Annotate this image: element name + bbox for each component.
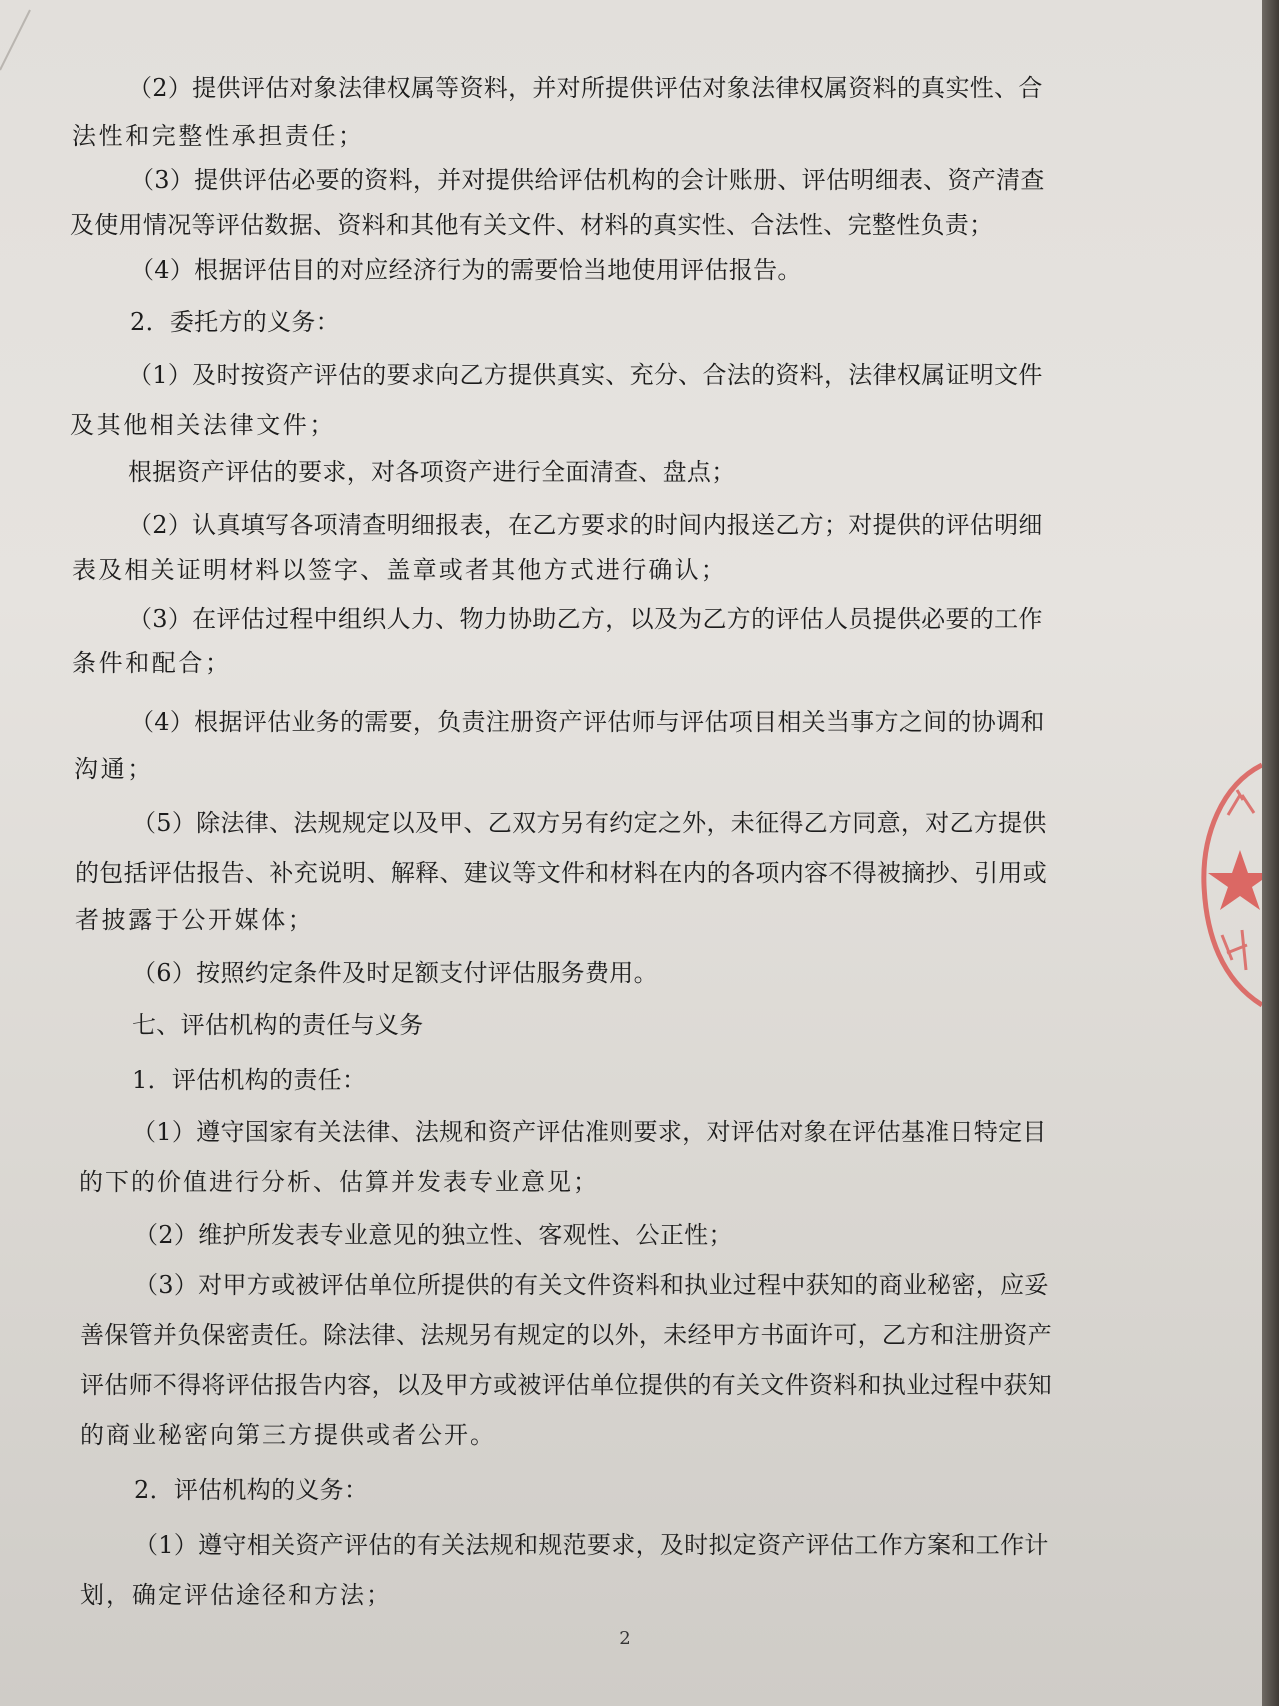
text-line-22: （1）遵守国家有关法律、法规和资产评估准则要求，对评估对象在评估基准日特定目 xyxy=(132,1118,1047,1146)
text-line-9: 根据资产评估的要求，对各项资产进行全面清查、盘点； xyxy=(128,458,736,486)
text-line-27: 评估师不得将评估报告内容，以及甲方或被评估单位提供的有关文件资料和执业过程中获知 xyxy=(80,1371,1052,1399)
text-line-1: （2）提供评估对象法律权属等资料，并对所提供评估对象法律权属资料的真实性、合 xyxy=(128,74,1043,102)
text-line-11: 表及相关证明材料以签字、盖章或者其他方式进行确认； xyxy=(72,556,727,584)
section-heading-7: 七、评估机构的责任与义务 xyxy=(132,1011,424,1039)
text-line-26: 善保管并负保密责任。除法律、法规另有规定的以外，未经甲方书面许可，乙方和注册资产 xyxy=(80,1321,1052,1349)
text-line-17: 的包括评估报告、补充说明、解释、建议等文件和材料在内的各项内容不得被摘抄、引用或 xyxy=(75,859,1047,887)
text-line-21: 1．评估机构的责任： xyxy=(132,1066,367,1094)
text-line-12: （3）在评估过程中组织人力、物力协助乙方，以及为乙方的评估人员提供必要的工作 xyxy=(128,605,1043,633)
text-line-25: （3）对甲方或被评估单位所提供的有关文件资料和执业过程中获知的商业秘密，应妥 xyxy=(134,1271,1049,1299)
text-line-28: 的商业秘密向第三方提供或者公开。 xyxy=(80,1421,496,1449)
text-line-4: 及使用情况等评估数据、资料和其他有关文件、材料的真实性、合法性、完整性负责； xyxy=(70,211,994,239)
red-seal-stamp xyxy=(1182,755,1262,1015)
text-line-19: （6）按照约定条件及时足额支付评估服务费用。 xyxy=(132,959,658,987)
text-line-7: （1）及时按资产评估的要求向乙方提供真实、充分、合法的资料，法律权属证明文件 xyxy=(128,361,1043,389)
text-line-2: 法性和完整性承担责任； xyxy=(72,122,365,150)
text-line-8: 及其他相关法律文件； xyxy=(70,411,336,439)
text-line-24: （2）维护所发表专业意见的独立性、客观性、公正性； xyxy=(134,1221,733,1249)
text-line-30: （1）遵守相关资产评估的有关法规和规范要求，及时拟定资产评估工作方案和工作计 xyxy=(134,1531,1049,1559)
text-line-5: （4）根据评估目的对应经济行为的需要恰当地使用评估报告。 xyxy=(130,256,802,284)
text-line-16: （5）除法律、法规规定以及甲、乙双方另有约定之外，未征得乙方同意，对乙方提供 xyxy=(132,809,1047,837)
text-line-15: 沟通； xyxy=(74,755,154,783)
text-line-13: 条件和配合； xyxy=(72,649,232,677)
page-fold-mark xyxy=(0,0,60,120)
text-line-18: 者披露于公开媒体； xyxy=(75,906,315,934)
text-line-10: （2）认真填写各项清查明细报表，在乙方要求的时间内报送乙方；对提供的评估明细 xyxy=(128,511,1043,539)
text-line-3: （3）提供评估必要的资料，并对提供给评估机构的会计账册、评估明细表、资产清查 xyxy=(130,166,1045,194)
text-line-31: 划，确定评估途径和方法； xyxy=(80,1581,392,1609)
text-line-14: （4）根据评估业务的需要，负责注册资产评估师与评估项目相关当事方之间的协调和 xyxy=(130,708,1045,736)
page-edge-shadow xyxy=(1262,0,1279,1706)
text-line-29: 2．评估机构的义务： xyxy=(134,1476,369,1504)
text-line-23: 的下的价值进行分析、估算并发表专业意见； xyxy=(79,1168,599,1196)
page-number: 2 xyxy=(619,1628,631,1649)
text-line-6: 2．委托方的义务： xyxy=(130,308,340,336)
